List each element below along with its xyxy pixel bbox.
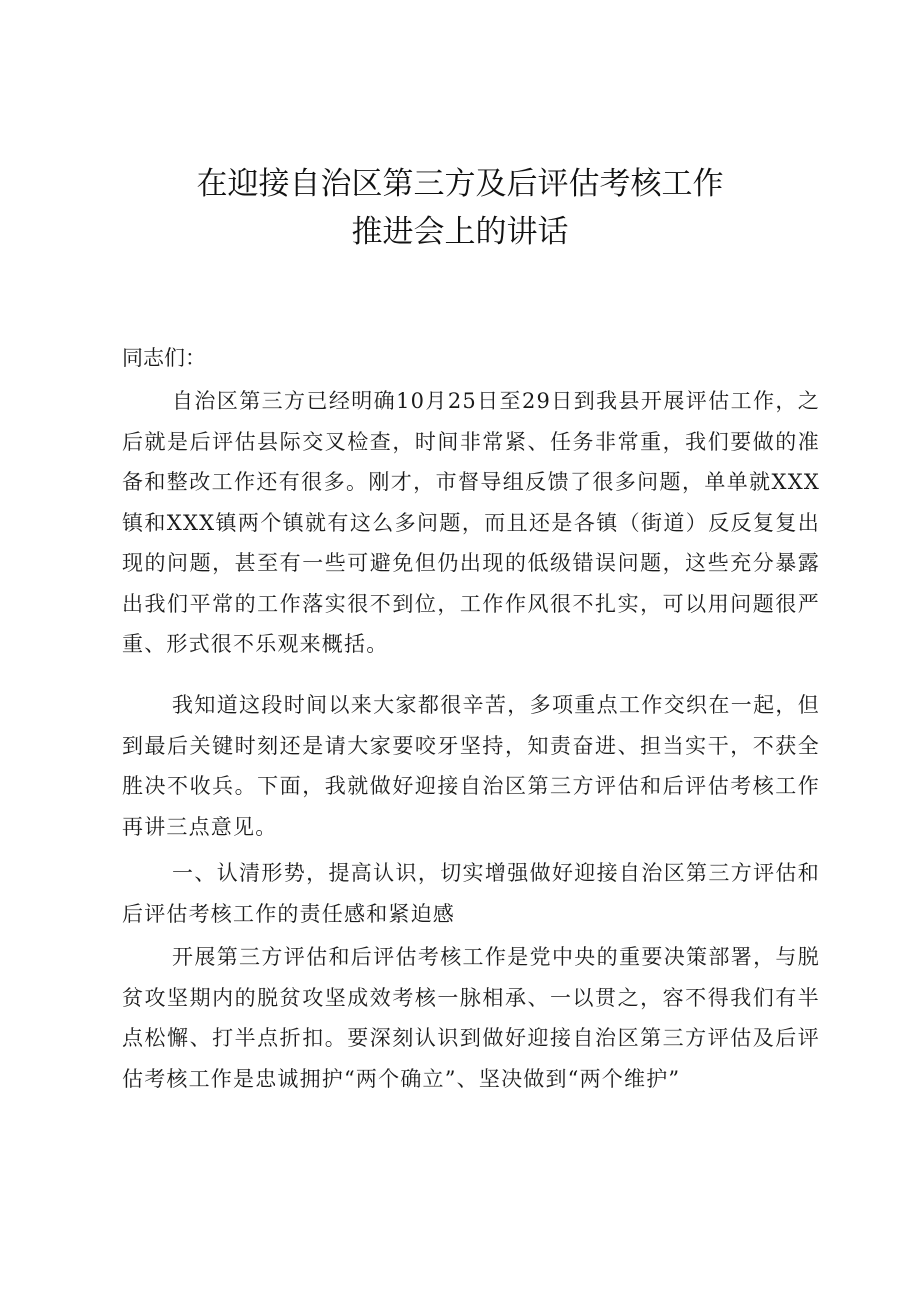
paragraph-1: 自治区第三方已经明确10月25日至29日到我县开展评估工作，之后就是后评估县际交叉检查，时间非常紧、任务非常重，我们要做的准备和整改工作还有很多。刚才，市督导组反馈了很多问题，单单就XXX镇和XXX镇两个镇就有这么多问题，而且还是各镇（街道）反反复复出现的问题，甚至有一些可避免但仍出现的低级错误问题，这些充分暴露出我们平常的工作落实很不到位，工作作风很不扎实，可以用问题很严重、形式很不乐观来概括。 — [122, 389, 820, 656]
section-heading-1: 一、认清形势，提高认识，切实增强做好迎接自治区第三方评估和后评估考核工作的责任感和紧迫感 — [122, 861, 820, 926]
paragraph-3: 开展第三方评估和后评估考核工作是党中央的重要决策部署，与脱贫攻坚期内的脱贫攻坚成效考核一脉相承、一以贯之，容不得我们有半点松懈、打半点折扣。要深刻认识到做好迎接自治区第三方评估及后评估考核工作是忠诚拥护“两个确立”、坚决做到“两个维护” — [122, 945, 820, 1091]
document-title-line-1: 在迎接自治区第三方及后评估考核工作 — [196, 166, 724, 202]
paragraph-2: 我知道这段时间以来大家都很辛苦，多项重点工作交织在一起，但到最后关键时刻还是请大家要咬牙坚持，知责奋进、担当实干，不获全胜决不收兵。下面，我就做好迎接自治区第三方评估和后评估考核工作再讲三点意见。 — [122, 693, 820, 839]
salutation: 同志们： — [122, 346, 206, 370]
document-title-line-2: 推进会上的讲话 — [351, 214, 569, 250]
